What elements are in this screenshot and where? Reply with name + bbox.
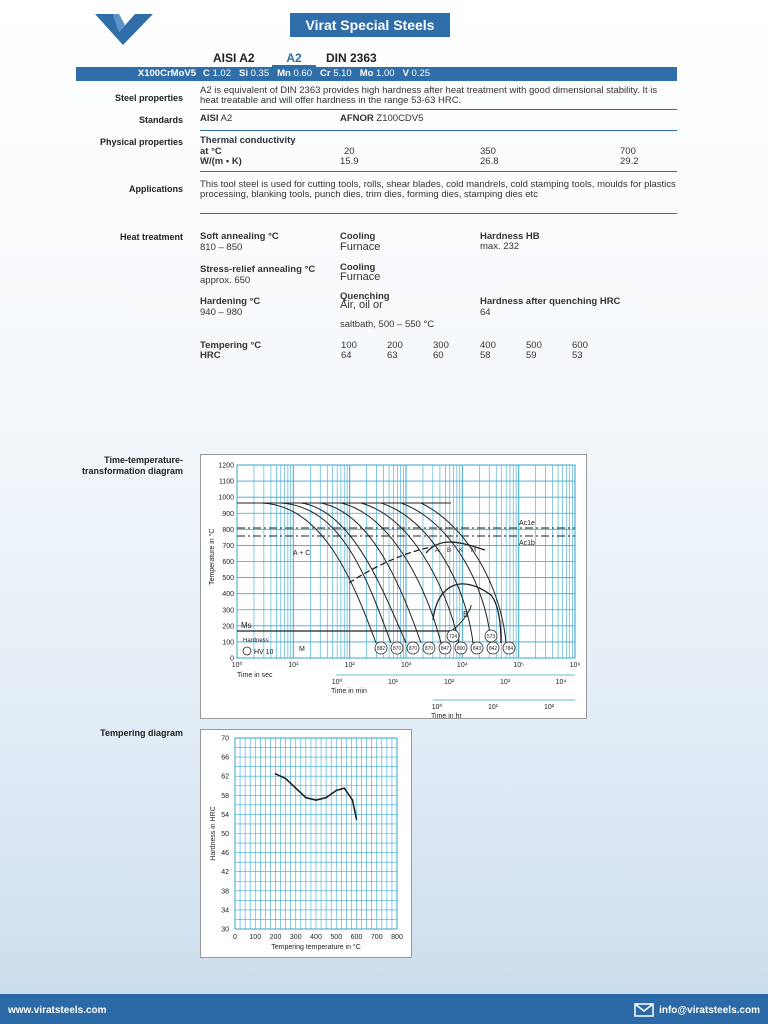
hrc-label: HRC: [200, 350, 221, 361]
ttt-hardness-value: 800: [456, 646, 466, 652]
tempering-x-tick: 600: [350, 934, 363, 941]
soft-annealing-label: Soft annealing °C: [200, 231, 279, 242]
tempering-x-tick: 0: [233, 934, 237, 941]
tempering-x-tick: 100: [249, 934, 262, 941]
ttt-x-sec-tick: 10³: [400, 662, 412, 669]
standard-afnor: AFNOR Z100CDV5: [340, 113, 424, 124]
ttt-y-tick: 400: [222, 591, 234, 599]
hardening-value: 940 – 980: [200, 307, 243, 318]
conductivity-value: 26.8: [480, 156, 499, 167]
email-address[interactable]: info@viratsteels.com: [659, 1004, 760, 1016]
divider: [200, 130, 677, 131]
tempering-temp: 100: [341, 340, 357, 351]
tempering-diagram-panel: [200, 729, 412, 958]
ttt-x-min-tick: 10⁴: [555, 679, 567, 686]
ttt-hardness-value: 882: [376, 646, 386, 652]
ttt-y-tick: 1100: [218, 478, 234, 486]
tempering-hrc: 60: [433, 350, 444, 361]
tempering-y-tick: 58: [221, 792, 229, 800]
element-v: V 0.25: [402, 68, 431, 79]
designation: X100CrMoV5: [137, 68, 196, 79]
tempering-y-tick: 30: [221, 926, 229, 934]
ttt-ac1b-label: Ac1b: [519, 540, 535, 547]
ttt-x-hr-tick: 10⁰: [431, 704, 443, 711]
cooling-value: Furnace: [340, 241, 381, 253]
ttt-diagram-label: Time-temperature-transformation diagram: [81, 455, 183, 476]
ttt-x-sec-tick: 10⁰: [231, 662, 243, 669]
grade-short: A2: [272, 51, 316, 67]
conductivity-value: 29.2: [620, 156, 639, 167]
divider: [200, 109, 677, 110]
quenching-label: Quenching: [340, 291, 390, 302]
tempering-y-tick: 54: [221, 811, 229, 819]
hardness-hb-label: Hardness HB: [480, 231, 540, 242]
tempering-hrc: 63: [387, 350, 398, 361]
element-mn: Mn 0.60: [277, 68, 312, 79]
physical-properties-label: Physical properties: [99, 137, 183, 147]
hardening-label: Hardening °C: [200, 296, 261, 307]
thermal-conductivity-title: Thermal conductivity: [200, 135, 296, 146]
ttt-x-sec-tick: 10⁴: [456, 662, 468, 669]
brand-banner: Virat Special Steels: [290, 13, 450, 37]
ttt-x-hr-tick: 10¹: [487, 704, 499, 711]
ttt-y-tick: 900: [222, 510, 234, 518]
divider: [200, 171, 677, 172]
ttt-region-label: A + C: [293, 550, 311, 557]
stress-relief-label: Stress-relief annealing °C: [200, 264, 316, 275]
tempering-point: [352, 799, 354, 801]
tempering-x-tick: 300: [289, 934, 302, 941]
tempering-point: [325, 797, 327, 799]
tempering-temp: 500: [526, 340, 542, 351]
applications-text: This tool steel is used for cutting tools, rolls, shear blades, cold mandrels, cold stamping tools, moulds for plastics processing, blanking tools, punch dies, trim dies, forming dies, stamping dies etc: [200, 179, 676, 200]
applications-label: Applications: [128, 184, 183, 194]
ttt-x-sec-label: Time in sec: [237, 672, 273, 679]
heat-treatment-label: Heat treatment: [119, 232, 183, 242]
tempering-x-tick: 500: [330, 934, 343, 941]
ttt-y-tick: 1000: [218, 494, 234, 502]
stress-relief-value: approx. 650: [200, 275, 251, 286]
grade-din: DIN 2363: [326, 51, 377, 65]
ttt-hv-legend-mark: [243, 647, 251, 655]
tempering-x-tick: 800: [391, 934, 403, 941]
tempering-point: [295, 787, 297, 789]
ttt-hardness-value: 784: [504, 646, 514, 652]
tempering-point: [356, 818, 358, 820]
tempering-point: [305, 797, 307, 799]
ttt-x-min-tick: 10¹: [387, 679, 399, 686]
grade-aisi: AISI A2: [213, 51, 255, 65]
ttt-diagram: [201, 455, 586, 718]
ttt-x-sec-tick: 10⁶: [569, 662, 581, 669]
temp-value: 20: [344, 146, 355, 157]
steel-properties-label: Steel properties: [114, 93, 183, 103]
tempering-temp: 600: [572, 340, 588, 351]
email-contact[interactable]: [634, 1003, 760, 1017]
quenching-value: Air, oil or: [340, 299, 383, 311]
tempering-y-tick: 46: [221, 850, 229, 858]
tempering-y-label: Hardness in HRC: [210, 806, 217, 861]
tempering-y-tick: 34: [221, 907, 229, 915]
ttt-hardness-value: 870: [392, 646, 402, 652]
ttt-hv-label: HV 10: [254, 649, 274, 656]
tempering-x-tick: 400: [310, 934, 322, 941]
ttt-x-min-tick: 10²: [443, 679, 455, 686]
tempering-x-tick: 200: [269, 934, 282, 941]
hardness-hb-value: max. 232: [480, 241, 520, 252]
tempering-temp: 300: [433, 340, 449, 351]
ttt-x-sec-tick: 10⁵: [513, 662, 525, 669]
ttt-top-marker: M: [471, 548, 476, 554]
tempering-y-tick: 42: [221, 869, 229, 877]
composition-bar: [76, 67, 677, 81]
temp-value: 350: [480, 146, 496, 157]
quenching-value2: saltbath, 500 – 550 °C: [340, 319, 435, 330]
tempering-point: [335, 790, 337, 792]
standard-aisi: AISI A2: [200, 113, 233, 124]
tempering-y-tick: 38: [221, 888, 229, 896]
ttt-x-min-label: Time in min: [331, 688, 367, 695]
envelope-icon: [634, 1003, 654, 1017]
cooling2-label: Cooling: [340, 262, 376, 273]
tempering-temp: 400: [480, 340, 496, 351]
ttt-m-label: M: [299, 646, 305, 653]
ttt-hardness-value: 842: [488, 646, 498, 652]
cooling2-value: Furnace: [340, 271, 381, 283]
ttt-x-hr-tick: 10²: [543, 704, 555, 711]
tempering-point: [275, 773, 277, 775]
temp-value: 700: [620, 146, 636, 157]
ttt-top-marker: B: [447, 548, 452, 554]
tempering-hrc: 53: [572, 350, 583, 361]
ttt-y-tick: 800: [222, 526, 234, 534]
tempering-hrc: 59: [526, 350, 537, 361]
tempering-point: [315, 799, 317, 801]
tempering-y-tick: 50: [221, 831, 229, 838]
ttt-diagram-panel: [200, 454, 587, 719]
tempering-label: Tempering °C: [200, 340, 262, 351]
ttt-y-tick: 300: [222, 607, 234, 615]
tempering-hrc: 58: [480, 350, 491, 361]
footer: [0, 994, 768, 1024]
tempering-chart: [201, 730, 411, 957]
tempering-y-tick: 62: [221, 773, 229, 781]
tempering-y-tick: 66: [221, 754, 229, 762]
composition-elements: [203, 67, 438, 81]
ttt-top-marker: K: [459, 548, 464, 554]
ttt-ac1e-label: Ac1e: [519, 520, 535, 527]
hardness-after-label: Hardness after quenching HRC: [480, 296, 621, 307]
ttt-y-tick: 700: [222, 542, 234, 550]
temp-row-label: at °C: [200, 146, 222, 157]
ttt-hardness-value: 847: [440, 646, 450, 652]
ttt-y-tick: 0: [230, 655, 234, 663]
ttt-y-tick: 500: [222, 575, 234, 583]
ttt-x-sec-tick: 10¹: [288, 662, 299, 669]
ttt-upper-value: 724: [448, 634, 458, 640]
tempering-y-tick: 70: [221, 735, 229, 743]
ttt-y-label: Temperature in °C: [209, 528, 216, 585]
standards-label: Standards: [138, 115, 183, 125]
tempering-x-label: Tempering temperature in °C: [271, 944, 361, 951]
element-mo: Mo 1.00: [359, 68, 395, 79]
ttt-x-min-tick: 10⁰: [331, 679, 343, 686]
element-c: C 1.02: [203, 68, 232, 79]
ttt-hardness-label: Hardness: [243, 638, 269, 644]
ttt-y-tick: 200: [222, 623, 234, 631]
ttt-x-hr-label: Time in hr: [431, 713, 462, 718]
wmk-row-label: W/(m • K): [200, 156, 242, 167]
hardness-after-value: 64: [480, 307, 491, 318]
element-si: Si 0.35: [239, 68, 270, 79]
soft-annealing-value: 810 – 850: [200, 242, 243, 253]
ttt-y-tick: 100: [222, 639, 234, 647]
ttt-upper-value: 573: [486, 634, 496, 640]
tempering-diagram-label: Tempering diagram: [100, 728, 183, 738]
ttt-hardness-value: 870: [408, 646, 418, 652]
conductivity-value: 15.9: [340, 156, 359, 167]
ttt-b-label: B: [463, 610, 469, 619]
ttt-top-marker: A: [435, 548, 440, 554]
website-link[interactable]: www.viratsteels.com: [8, 1005, 107, 1016]
element-cr: Cr 5.10: [320, 68, 352, 79]
cooling-label: Cooling: [340, 231, 376, 242]
virat-logo-icon: [95, 12, 153, 46]
tempering-point: [285, 778, 287, 780]
tempering-temp: 200: [387, 340, 403, 351]
divider: [200, 213, 677, 214]
tempering-hrc: 64: [341, 350, 352, 361]
steel-properties-text: A2 is equivalent of DIN 2363 provides high hardness after heat treatment with good dimensional stability. It is heat treatable and will offer hardness in the range 53-63 HRC.: [200, 85, 658, 106]
ttt-x-min-tick: 10³: [499, 679, 511, 686]
ttt-hardness-value: 843: [472, 646, 482, 652]
ttt-x-sec-tick: 10²: [344, 662, 355, 669]
tempering-point: [344, 787, 346, 789]
tempering-x-tick: 700: [370, 934, 383, 941]
ttt-y-tick: 1200: [218, 462, 234, 470]
ttt-y-tick: 600: [222, 559, 234, 566]
ttt-ms-label: Ms: [241, 621, 252, 630]
ttt-hardness-value: 870: [424, 646, 434, 652]
